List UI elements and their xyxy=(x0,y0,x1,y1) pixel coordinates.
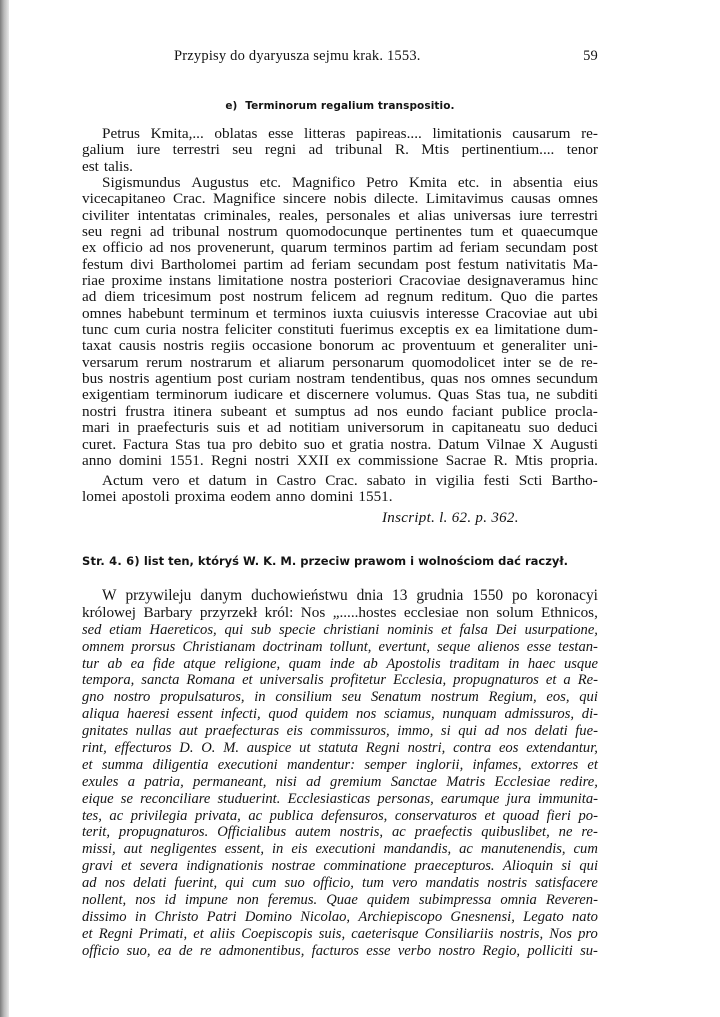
text-line: festum divi Bartholomei partim ad feriam secundam post festum nativitatis Ma- xyxy=(82,255,598,273)
text-line: Sigismundus Augustus etc. Magnifico Petro Kmita etc. in absentia eius xyxy=(102,174,598,191)
text-line: seu regni ad tribunal nostrum quomodocunque pertinentes tum et quaecumque xyxy=(82,223,598,241)
text-line: missi, aut negligentes essent, in eis executioni mandandis, ac manutenendis, cum xyxy=(82,841,598,858)
section-title: list ten, któryś W. K. M. przeciw prawom i wolnościom dać raczył. xyxy=(143,554,569,568)
text-line: W przywileju danym duchowieństwu dnia 13 grudnia 1550 po koronacyi xyxy=(102,587,598,604)
text-line: nostri frustra itinera subeant et sumptus ad nos eundo faciant publice procla- xyxy=(82,402,598,420)
section-label: Str. 4. 6) xyxy=(82,554,140,568)
paragraph-actum xyxy=(82,473,598,506)
paragraph-letter xyxy=(82,175,598,469)
text-line: gravi et severa indignationis nostrae comminatione praecepturos. Alioquin si qui xyxy=(82,858,598,875)
paragraph-intro xyxy=(82,126,598,175)
text-line: omnes habebunt terminum et terminos iuxta cuiusvis interesse Cracoviae aut ubi xyxy=(82,304,598,322)
text-line: tunc cum curia nostra feliciter constituti fuerimus exceptis ex ea limitatione dum- xyxy=(82,321,598,339)
text-line: taxat causis nostris regiis occasione bonorum ac proventuum et generaliter uni- xyxy=(82,337,598,355)
text-line: sed etiam Haereticos, qui sub specie christiani nominis et falsa Dei usurpatione, xyxy=(82,621,598,638)
text-line: eique se reconciliare studuerint. Ecclesiasticas personas, earumque jura immunita- xyxy=(82,790,598,807)
text-line: bus nostris agentium post curiam nostram tendentibus, quas nos omnes secundum xyxy=(82,370,598,388)
text-line: exigentiam terminorum iudicare et discernere volumus. Quas Stas tua, ne subditi xyxy=(82,386,598,404)
text-line: królowej Barbary przyrzekł król: Nos „.....hostes ecclesiae non solum Ethnicos, xyxy=(82,603,598,621)
section-label: e) xyxy=(225,100,238,112)
text-line: Actum vero et datum in Castro Crac. sabato in vigilia festi Scti Bartho- xyxy=(102,472,598,489)
page-number: 59 xyxy=(583,48,598,64)
text-line: dissimo in Christo Patri Domino Nicolao, Archiepiscopo Gnesnensi, Legato nato xyxy=(82,908,598,925)
text-line: tempora, sancta Romana et universalis profitetur Ecclesia, propugnaturos et a Re- xyxy=(82,672,598,689)
section-heading-str xyxy=(82,554,598,568)
text-line: tur ab ea fide atque religione, quam inde ab Apostolis traditam in haec usque xyxy=(82,655,598,672)
text-line: Petrus Kmita,... oblatas esse litteras papireas.... limitationis causarum re- xyxy=(102,125,598,142)
text-line: anno domini 1551. Regni nostri XXII ex commissione Sacrae R. Mtis propria. xyxy=(82,451,598,469)
text-line: omnem prorsus Christianam doctrinam tollunt, evertunt, seque alienos esse testan- xyxy=(82,638,598,655)
text-line: tes, ac privilegia privata, ac publica defensuros, conservaturos et quoad fieri po- xyxy=(82,807,598,824)
text-line: aliqua haeresi essent infecti, quod quidem nos sciamus, nunquam admissuros, di- xyxy=(82,706,598,723)
text-line: gnitates nullas aut praefecturas eis commissuros, immo, si qui ad nos delati fue- xyxy=(82,723,598,740)
text-line: vicecapitaneo Crac. Magnifice sincere nobis dilecte. Limitavimus causas omnes xyxy=(82,190,598,208)
text-line: galium iure terrestri seu regni ad tribunal R. Mtis pertinentium.... tenor xyxy=(82,141,598,159)
text-line: ad nos delati fuerint, qui cum suo officio, tum vero mandatis nostris satisfacere xyxy=(82,875,598,892)
text-line: versarum rerum nostrarum et aliarum personarum quomodolicet inter se de re- xyxy=(82,353,598,371)
text-line: civiliter intentatas criminales, reales, personales et alias universas iure terrestri xyxy=(82,206,598,224)
page-binding-shadow xyxy=(0,0,9,1017)
text-line: curet. Factura Stas tua pro debito suo et gratia nostra. Datum Vilnae X Augusti xyxy=(82,435,598,453)
paragraph-privilege xyxy=(82,588,598,960)
text-line: riae proxime instans limitatione nostra posteriori Cracoviae designaveramus hinc xyxy=(82,272,598,290)
text-line: ex officio ad nos provenerunt, quarum terminos partim ad feriam secundam post xyxy=(82,239,598,257)
source-citation: Inscript. l. 62. p. 362. xyxy=(382,510,519,526)
section-title: Terminorum regalium transpositio. xyxy=(245,100,455,112)
text-line: rint, effecturos D. O. M. auspice ut statuta Regni nostri, contra eos extendantur, xyxy=(82,740,598,757)
running-head-title: Przypisy do dyaryusza sejmu krak. 1553. xyxy=(174,48,421,64)
text-line: et summa diligentia executioni mandentur: semper inglorii, infames, extorres et xyxy=(82,756,598,773)
text-line: et Regni Primati, et aliis Coepiscopis suis, caeterisque Consiliariis nostris, Nos pro xyxy=(82,925,598,942)
text-line: terit, propugnaturos. Officialibus autem nostris, ac praefectis quibuslibet, ne re- xyxy=(82,824,598,841)
text-line: exules a patria, permaneant, nisi ad gremium Sanctae Matris Ecclesiae redire, xyxy=(82,773,598,790)
section-heading-e xyxy=(82,100,598,112)
running-head xyxy=(82,48,598,68)
text-line: lomei apostoli proxima eodem anno domini 1551. xyxy=(82,488,393,506)
text-line: mari in praefecturis suis et ad notitiam universorum in capitaneatu suo deduci xyxy=(82,419,598,437)
text-line: nollent, nos id impune non feremus. Quae quidem subimpressa omnia Reveren- xyxy=(82,892,598,909)
text-line: ad diem tricesimum post nostrum felicem ad regnum reditum. Quo die partes xyxy=(82,288,598,306)
text-line: est talis. xyxy=(82,157,133,175)
text-line: gno nostro propulsaturos, in consilium seu Senatum nostrum Regium, eos, qui xyxy=(82,689,598,706)
text-line: officio suo, ea de re admonentibus, facturos esse verbo nostro Regio, polliciti su- xyxy=(82,942,598,959)
